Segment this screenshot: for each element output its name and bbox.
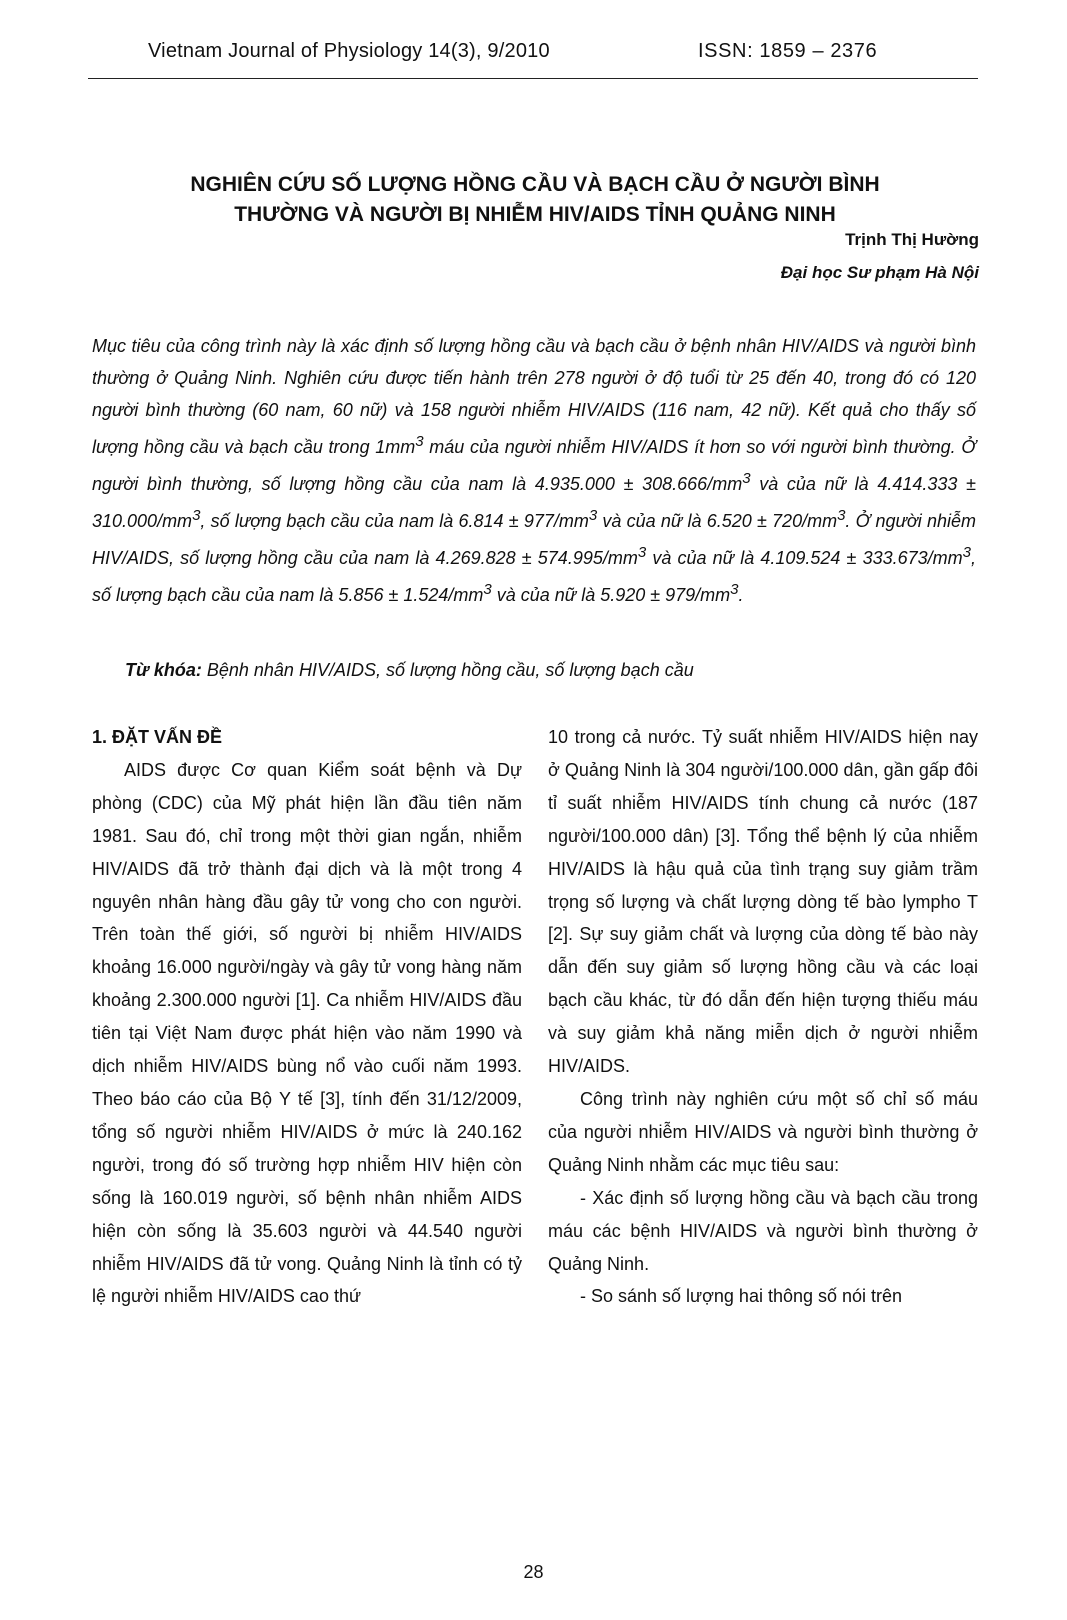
abstract-text: . — [738, 585, 744, 605]
keywords-text: Bệnh nhân HIV/AIDS, số lượng hồng cầu, số lượng bạch cầu — [201, 660, 694, 680]
superscript: 3 — [962, 544, 971, 561]
section-heading: 1. ĐẶT VẤN ĐỀ — [92, 727, 223, 747]
abstract-text: , số lượng bạch cầu của nam là 6.814 ± 977/mm — [200, 511, 589, 531]
abstract-text: và của nữ là 4.414.333 ± 310.000/mm — [92, 474, 976, 531]
right-column — [548, 721, 978, 1313]
superscript: 3 — [730, 581, 739, 598]
superscript: 3 — [192, 507, 201, 524]
keywords-label: Từ khóa: — [125, 660, 202, 680]
body-paragraph: 10 trong cả nước. Tỷ suất nhiễm HIV/AIDS hiện nay ở Quảng Ninh là 304 người/100.000 dân, gần gấp đôi tỉ suất nhiễm HIV/AIDS tính chung cả nước (187 người/100.000 dân) [3]. Tổng thể bệnh lý của nhiễm HIV/AIDS là hậu quả của tình trạng suy giảm trầm trọng số lượng và chất lượng dòng tế bào lympho T [2]. Sự suy giảm chất và lượng của dòng tế bào này dẫn đến suy giảm số lượng hồng cầu và các loại bạch cầu khác, từ đó dẫn đến hiện tượng thiếu máu và suy giảm khả năng miễn dịch ở người nhiễm HIV/AIDS. — [548, 727, 978, 1077]
superscript: 3 — [483, 581, 492, 598]
abstract-text: và của nữ là 6.520 ± 720/mm — [597, 511, 838, 531]
keywords — [125, 660, 975, 681]
author-name: Trịnh Thị Hường — [845, 230, 979, 249]
article-title — [95, 170, 975, 230]
abstract-text: máu của người nhiễm HIV/AIDS ít hơn so với người bình thường. Ở người bình thường, số lượng hồng cầu của nam là 4.935.000 ± 308.666/mm — [92, 437, 976, 494]
title-line-2: THƯỜNG VÀ NGƯỜI BỊ NHIỄM HIV/AIDS TỈNH QUẢNG NINH — [234, 203, 836, 226]
superscript: 3 — [837, 507, 846, 524]
abstract — [92, 330, 976, 611]
superscript: 3 — [415, 433, 424, 450]
body-paragraph: Công trình này nghiên cứu một số chỉ số máu của người nhiễm HIV/AIDS và người bình thường ở Quảng Ninh nhằm các mục tiêu sau: — [548, 1088, 978, 1175]
running-header — [88, 34, 978, 79]
left-column — [92, 721, 522, 1313]
superscript: 3 — [588, 507, 598, 524]
abstract-text: và của nữ là 5.920 ± 979/mm — [491, 585, 731, 605]
issn: ISSN: 1859 – 2376 — [698, 40, 878, 62]
abstract-text: và của nữ là 4.109.524 ± 333.673/mm — [646, 548, 963, 568]
page-number: 28 — [523, 1562, 544, 1582]
superscript: 3 — [742, 470, 751, 487]
superscript: 3 — [637, 544, 647, 561]
journal-name: Vietnam Journal of Physiology 14(3), 9/2010 — [148, 40, 550, 62]
author-affiliation: Đại học Sư phạm Hà Nội — [780, 263, 979, 282]
abstract-text: Mục tiêu của công trình này là xác định số lượng hồng cầu và bạch cầu ở bệnh nhân HIV/AIDS và người bình thường ở Quảng Ninh. Nghiên cứu được tiến hành trên 278 người ở độ tuổi từ 25 đến 40, trong đó có 120 người bình thường (60 nam, 60 nữ) và 158 người nhiễm HIV/AIDS (116 nam, 42 nữ). Kết quả cho thấy số lượng hồng cầu và bạch cầu trong 1mm — [92, 336, 976, 457]
title-line-1: NGHIÊN CỨU SỐ LƯỢNG HỒNG CẦU VÀ BẠCH CẦU Ở NGƯỜI BÌNH — [190, 173, 880, 196]
abstract-text: , số lượng bạch cầu của nam là 5.856 ± 1.524/mm — [92, 548, 976, 605]
body-paragraph: AIDS được Cơ quan Kiểm soát bệnh và Dự phòng (CDC) của Mỹ phát hiện lần đầu tiên năm 1981. Sau đó, chỉ trong một thời gian ngắn, nhiễm HIV/AIDS đã trở thành đại dịch và là một trong 4 nguyên nhân hàng đầu gây tử vong cho con người. Trên toàn thế giới, số người bị nhiễm HIV/AIDS khoảng 16.000 người/ngày và gây tử vong hàng năm khoảng 2.300.000 người [1]. Ca nhiễm HIV/AIDS đầu tiên tại Việt Nam được phát hiện vào năm 1990 và dịch nhiễm HIV/AIDS bùng nổ vào cuối năm 1993. Theo báo cáo của Bộ Y tế [3], tính đến 31/12/2009, tổng số người nhiễm HIV/AIDS ở mức là 240.162 người, trong đó số trường hợp nhiễm HIV hiện còn sống là 160.019 người, số bệnh nhân nhiễm AIDS hiện còn sống là 35.603 người và 44.540 người nhiễm HIV/AIDS đã tử vong. Quảng Ninh là tỉnh có tỷ lệ người nhiễm HIV/AIDS cao thứ — [92, 759, 522, 1307]
abstract-text: . Ở người nhiễm HIV/AIDS, số lượng hồng cầu của nam là 4.269.828 ± 574.995/mm — [92, 511, 976, 568]
objective-item: - So sánh số lượng hai thông số nói trên — [580, 1286, 903, 1307]
objective-item: - Xác định số lượng hồng cầu và bạch cầu trong máu các bệnh HIV/AIDS và người bình thường ở Quảng Ninh. — [548, 1187, 978, 1274]
